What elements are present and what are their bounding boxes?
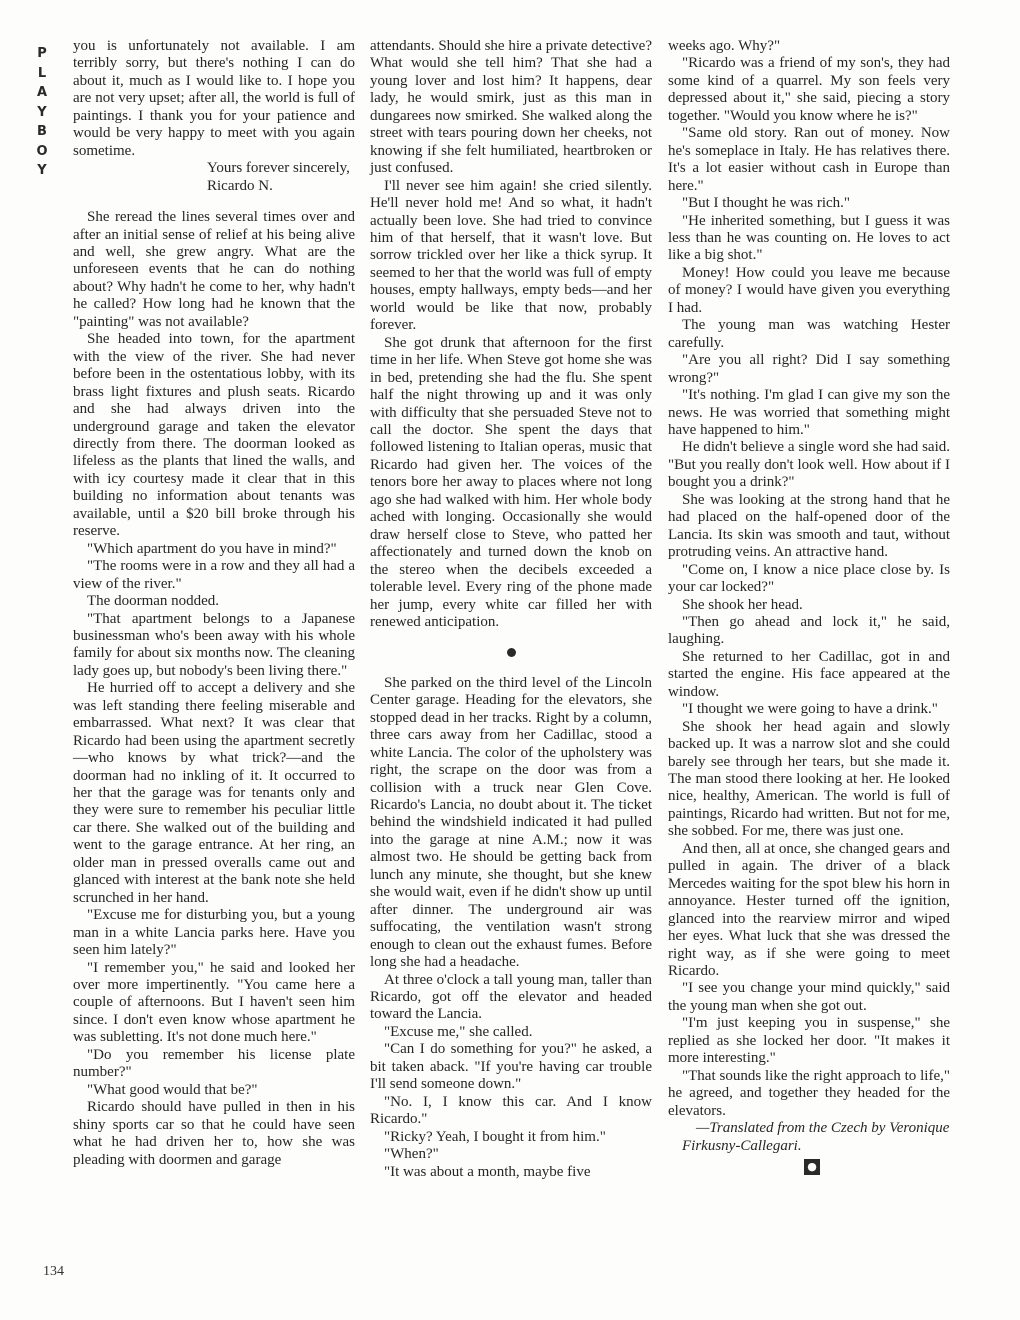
paragraph: "I'm just keeping you in suspense," she replied as she locked her door. "It makes it more interesting." [668,1015,950,1067]
paragraph: And then, all at once, she changed gears and pulled in again. The driver of a black Mercedes waiting for the spot blew his horn in annoyance. Hester turned off the ignition, glanced into the rearview mirror and wiped her eyes. What luck that she was dressed the right way, as if she were going to meet Ricardo. [668,840,950,980]
paragraph: She parked on the third level of the Lincoln Center garage. Heading for the elevators, she stopped dead in her tracks. Right by a column, three cars away from her Cadillac, stood a white Lancia. The color of the upholstery was right, the scrape on the door was from a collision with a truck near Glen Cove. Ricardo's Lancia, no doubt about it. The ticket behind the windshield indicated it had pulled into the garage at nine A.M.; now it was almost two. He should be getting back from lunch any minute, she thought, but she knew she would wait, even if he didn't show up until after dinner. The underground air was suffocating, the ventilation wasn't strong enough to clean out the exhaust fumes. Before long she had a headache. [370,674,652,971]
paragraph: He didn't believe a single word she had said. "But you really don't look well. How about if I bought you a drink?" [668,439,950,491]
paragraph: "The rooms were in a row and they all had a view of the river." [73,558,355,592]
sidebar-letter: P [37,46,47,61]
paragraph: Ricardo should have pulled in then in his shiny sports car so that he could have seen what he had driven her to, how she was pleading with doormen and garage [73,1099,355,1168]
paragraph: She was looking at the strong hand that he had placed on the half-opened door of the Lancia. Its skin was smooth and taut, without protruding veins. An attractive hand. [668,491,950,561]
paragraph: The young man was watching Hester carefully. [668,317,950,351]
paragraph: "Excuse me for disturbing you, but a young man in a white Lancia parks here. Have you seen him lately?" [73,907,355,959]
paragraph: "Do you remember his license plate number?" [73,1046,355,1081]
text-column-3 [668,38,950,1175]
paragraph: She returned to her Cadillac, got in and started the engine. His face appeared at the window. [668,648,950,700]
letter-text: you is unfortunately not available. I am terribly sorry, but there's nothing I can do about it, much as I would like to. I hope you are not very upset; after all, the world is full of paintings. I thank you for your patience and would be very happy to meet with you again sometime. [73,38,355,159]
page-number: 134 [43,1264,64,1279]
paragraph: "Same old story. Ran out of money. Now he's someplace in Italy. He has relatives there. It's a lot easier without cash in Europe than here." [668,125,950,194]
paragraph: "Which apartment do you have in mind?" [87,540,337,557]
paragraph: She got drunk that afternoon for the first time in her life. When Steve got home she was in bed, pretending she had the flu. She spent half the night throwing up and it was only with difficulty that she persuaded Steve not to call the doctor. She spent the days that followed listening to Italian operas, music that Ricardo had given her. The voices of the tenors bore her away to places where not long ago she had walked with him. Her whole body ached with longing. Occasionally she would draw herself close to Steve, who patted her affectionately and turned down the knob on the stereo when the decibels exceeded a tolerable level. Every ring of the phone made her jump, every white car filled her with renewed anticipation. [370,334,652,630]
paragraph: "It's nothing. I'm glad I can give my son the news. He was worried that something might have happened to him." [668,387,950,438]
paragraph: Money! How could you leave me because of money? I would have given you everything I had. [668,264,950,316]
letter-closing: Yours forever sincerely, [207,160,350,177]
paragraph: He hurried off to accept a delivery and she was left standing there feeling miserable and embarrassed. What next? It was clear that Ricardo had been using the apartment secretly—who knows by what trick?—and the doorman had no inkling of it. It occurred to her that the garage was for tenants only and they were sure to remember his peculiar little car there. She walked out of the building and went to the garage entrance. At her ring, an older man in pressed overalls came out and glanced with interest at the bank note she held scrunched in her hand. [73,680,355,906]
text-column-2 [370,38,652,1181]
sidebar-letter: O [36,143,48,159]
paragraph: "That sounds like the right approach to life," he agreed, and together they headed for the elevators. [668,1067,950,1119]
paragraph: "But I thought he was rich." [682,195,851,212]
magazine-sidebar-logo [31,44,53,181]
paragraph: "Come on, I know a nice place close by. Is your car locked?" [668,561,950,596]
paragraph: "Can I do something for you?" he asked, a bit taken aback. "If you're having car trouble I'll send someone down." [370,1041,652,1093]
paragraph: "That apartment belongs to a Japanese businessman who's been away with his whole family for about six months now. The cleaning lady goes up, but nobody's been living there." [73,610,355,679]
paragraph: "I thought we were going to have a drink." [682,701,938,718]
text-column-1 [73,38,355,1169]
paragraph: "Excuse me," she called. [384,1023,533,1040]
paragraph: She reread the lines several times over and after an initial sense of relief at his being alive and well, she grew angry. What are the unforeseen events that he can do nothing about? Why hadn't he come to her, why hadn't he called? How long had he known that the "painting" was not available? [73,209,355,330]
paragraph: "What good would that be?" [87,1081,258,1098]
sidebar-letter: Y [37,163,47,178]
paragraph: She shook her head. [682,596,803,613]
paragraph: At three o'clock a tall young man, taller than Ricardo, got off the elevator and headed toward the Lancia. [370,971,652,1023]
paragraph: attendants. Should she hire a private detective? What would she tell him? That she had a young lover and lost him? It happens, dear lady, he would smirk, just as this man in dungarees now smirked. She walked along the street with tears pouring down her cheeks, not knowing if she felt humiliated, heartbroken or just confused. [370,38,652,177]
section-break-bullet [370,645,652,662]
sidebar-letter: B [37,124,47,139]
translation-credit: —Translated from the Czech by Veronique Firkusny-Callegari. [682,1120,950,1154]
letter-signature: Ricardo N. [207,177,273,194]
paragraph: She headed into town, for the apartment with the view of the river. She had never before been in the ostentatious lobby, with its brass light fixtures and plush seats. Ricardo and she had always driven into the underground garage and taken the elevator directly from there. The doorman looked as lifeless as the plants that lined the walls, and with icy courtesy made it clear that in this building no information about tenants was available, until a $20 bill broke through his reserve. [73,331,355,540]
paragraph: "Ricardo was a friend of my son's, they had some kind of a quarrel. My son feels very depressed about it," she said, piecing a story together. "Would you know where he is?" [668,55,950,124]
paragraph: "I remember you," he said and looked her over more impertinently. "You came here a couple of afternoons. But I haven't seen him since. I don't even know whose apartment he was subletting. It's not done much here." [73,959,355,1046]
sidebar-letter: A [36,85,48,100]
paragraph: "No. I, I know this car. And I know Ricardo." [370,1093,652,1128]
paragraph: "He inherited something, but I guess it was less than he was counting on. He loves to act like a big shot." [668,212,950,264]
paragraph: "Then go ahead and lock it," he said, laughing. [668,613,950,648]
playboy-end-mark-icon: ● [804,1159,820,1175]
paragraph: I'll never see him again! she cried silently. He'll never hold me! And so what, it hadn't actually been love. She had tried to convince him of that herself, that it wasn't love. But sorrow trickled over her like a thick syrup. It seemed to her that the world was full of empty houses, empty hallways, empty beds—and her world would be like that now, probably forever. [370,177,652,334]
paragraph: "Ricky? Yeah, I bought it from him." [384,1128,606,1145]
paragraph: weeks ago. Why?" [668,38,781,54]
sidebar-letter: Y [37,104,47,120]
paragraph: "I see you change your mind quickly," said the young man when she got out. [668,980,950,1014]
paragraph: "It was about a month, maybe five [384,1163,591,1180]
paragraph: The doorman nodded. [87,593,220,610]
paragraph: "Are you all right? Did I say something wrong?" [668,352,950,386]
sidebar-letter: L [37,65,47,81]
paragraph: She shook her head again and slowly backed up. It was a narrow slot and she could barely see through her tears, but she made it. The man stood there looking at her. He looked nice, healthy, American. The world is full of paintings, Ricardo had written. But not for me, she sobbed. For me, there was just one. [668,718,950,840]
paragraph: "When?" [384,1146,439,1163]
